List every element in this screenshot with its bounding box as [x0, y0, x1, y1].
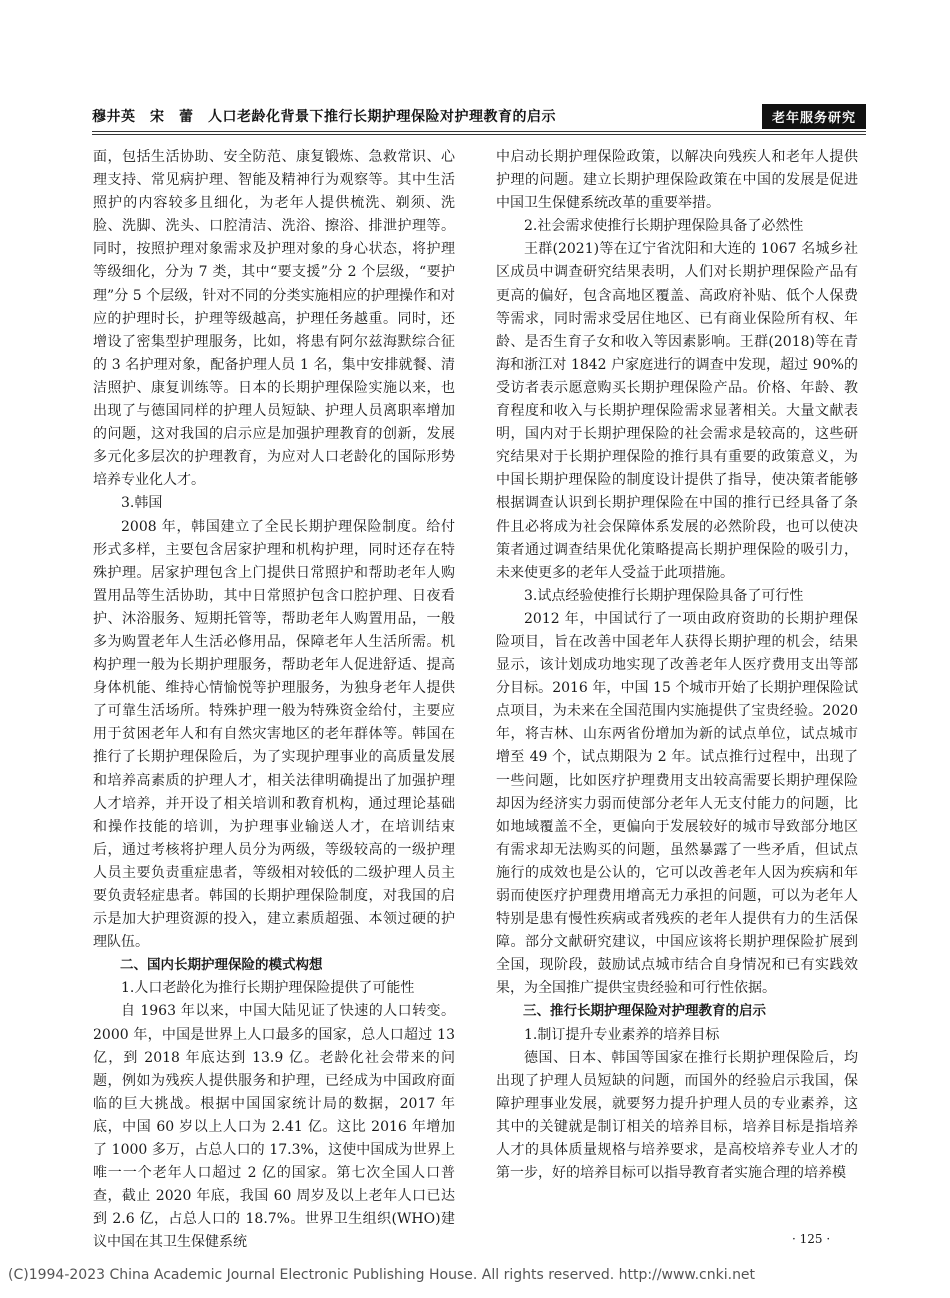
paragraph: 面，包括生活协助、安全防范、康复锻炼、急救常识、心理支持、常见病护理、智能及精神行为观察等。其中生活照护的内容较多且细化，为老年人提供梳洗、剃须、洗脸、洗脚、洗头、口腔清洁、洗浴、擦浴、排泄护理等。同时，按照护理对象需求及护理对象的身心状态，将护理等级细化，分为 7 类，其中“要支援”分 2 个层级，“要护理”分 5 个层级，针对不同的分类实施相应的护理操作和对应的护理时长，护理等级越高，护理任务越重。同时，还增设了密集型护理服务，比如，将患有阿尔兹海默综合征的 3 名护理对象，配备护理人员 1 名，集中安排就餐、清洁照护、康复训练等。日本的长期护理保险实施以来，也出现了与德国同样的护理人员短缺、护理人员离职率增加的问题，这对我国的启示应是加强护理教育的创新，发展多元化多层次的护理教育，为应对人口老龄化的国际形势培养专业化人才。 — [93, 149, 455, 489]
paragraph: 中启动长期护理保险政策，以解决向残疾人和老年人提供护理的问题。建立长期护理保险政策在中国的发展是促进中国卫生保健系统改革的重要举措。 — [496, 149, 858, 212]
paragraph: 王群(2021)等在辽宁省沈阳和大连的 1067 名城乡社区成员中调查研究结果表明，人们对长期护理保险产品有更高的偏好，包含高地区覆盖、高政府补贴、低个人保费等需求，同时需求受居住地区、已有商业保险所有权、年龄、是否生育子女和收入等因素影响。王群(2018)等在青海和浙江对 1842 户家庭进行的调查中发现，超过 90%的受访者表示愿意购买长期护理保险产品。价格、年龄、教育程度和收入与长期护理保险需求显著相关。大量文献表明，国内对于长期护理保险的社会需求是较高的，这些研究结果对于长期护理保险的推行具有重要的政策意义，为中国长期护理保险的制度设计提供了指导，使决策者能够根据调查认识到长期护理保险在中国的推行已经具备了条件且必将成为社会保障体系发展的必然阶段，也可以使决策者通过调查结果优化策略提高长期护理保险的吸引力，未来使更多的老年人受益于此项措施。 — [496, 241, 858, 581]
running-header — [92, 103, 866, 129]
right-column — [496, 146, 858, 1185]
left-column — [93, 146, 455, 1255]
paragraph: 德国、日本、韩国等国家在推行长期护理保险后，均出现了护理人员短缺的问题，而国外的经验启示我国，保障护理事业发展，就要努力提升护理人员的专业素养，这其中的关键就是制订相关的培养目标，培养目标是指培养人才的具体质量规格与培养要求，是高校培养专业人才的第一步，好的培养目标可以指导教育者实施合理的培养模 — [496, 1049, 858, 1182]
copyright-footer: (C)1994-2023 China Academic Journal Electronic Publishing House. All rights reserved. http://www.cnki.net — [8, 1267, 756, 1283]
header-rule — [92, 131, 866, 132]
section-heading: 二、国内长期护理保险的模式构想 — [120, 957, 323, 974]
page-number: · 125 · — [792, 1232, 831, 1246]
subsection-heading: 3.韩国 — [121, 495, 163, 512]
paragraph: 自 1963 年以来，中国大陆见证了快速的人口转变。2000 年，中国是世界上人口最多的国家，总人口超过 13 亿，到 2018 年底达到 13.9 亿。老龄化社会带来的问题，例如为残疾人提供服务和护理，已经成为中国政府面临的巨大挑战。根据中国国家统计局的数据，2017 年底，中国 60 岁以上人口为 2.41 亿。这比 2016 年增加了 1000 多万，占总人口的 17.3%，这使中国成为世界上唯一一个老年人口超过 2 亿的国家。第七次全国人口普查，截止 2020 年底，我国 60 周岁及以上老年人口已达到 2.6 亿，占总人口的 18.7%。世界卫生组织(WHO)建议中国在其卫生保健系统 — [93, 1003, 455, 1251]
subsection-heading: 3.试点经验使推行长期护理保险具备了可行性 — [524, 587, 804, 604]
section-badge: 老年服务研究 — [762, 104, 866, 129]
paragraph: 2012 年，中国试行了一项由政府资助的长期护理保险项目，旨在改善中国老年人获得长期护理的机会，结果显示，该计划成功地实现了改善老年人医疗费用支出等部分目标。2016 年，中国 15 个城市开始了长期护理保险试点项目，为未来在全国范围内实施提供了宝贵经验。2020 年，将吉林、山东两省份增加为新的试点单位，试点城市增至 49 个，试点期限为 2 年。试点推行过程中，出现了一些问题，比如医疗护理费用支出较高需要长期护理保险却因为经济实力弱而使部分老年人无支付能力的问题，比如地域覆盖不全，更偏向于发展较好的城市导致部分地区有需求却无法购买的问题，虽然暴露了一些矛盾，但试点施行的成效也是公认的，它可以改善老年人因为疾病和年弱而使医疗护理费用增高无力承担的问题，可以为老年人特别是患有慢性疾病或者残疾的老年人提供有力的生活保障。部分文献研究建议，中国应该将长期护理保险扩展到全国，现阶段，鼓励试点城市结合自身情况和已有实践效果，为全国推广提供宝贵经验和可行性依据。 — [496, 610, 858, 997]
subsection-heading: 1.人口老龄化为推行长期护理保险提供了可能性 — [121, 980, 415, 997]
header-rule-secondary — [92, 134, 866, 135]
subsection-heading: 1.制订提升专业素养的培养目标 — [524, 1026, 720, 1043]
paragraph: 2008 年，韩国建立了全民长期护理保险制度。给付形式多样，主要包含居家护理和机构护理，同时还存在特殊护理。居家护理包含上门提供日常照护和帮助老年人购置用品等生活协助，其中日常照护包含口腔护理、日夜看护、沐浴服务、短期托管等，帮助老年人购置用品，一般多为购置老年人生活必修用品，保障老年人生活所需。机构护理一般为长期护理服务，帮助老年人促进舒适、提高身体机能、维持心情愉悦等护理服务，为独身老年人提供了可靠生活场所。特殊护理一般为特殊资金给付，主要应用于贫困老年人和有自然灾害地区的老年群体等。韩国在推行了长期护理保险后，为了实现护理事业的高质量发展和培养高素质的护理人才，相关法律明确提出了加强护理人才培养，并开设了相关培训和教育机构，通过理论基础和操作技能的培训，为护理事业输送人才，在培训结束后，通过考核将护理人员分为两级，等级较高的一级护理人员主要负责重症患者，等级相对较低的二级护理人员主要负责轻症患者。韩国的长期护理保险制度，对我国的启示是加大护理资源的投入，建立素质超强、本领过硬的护理队伍。 — [93, 518, 455, 951]
section-heading: 三、推行长期护理保险对护理教育的启示 — [523, 1003, 766, 1020]
header-title: 穆井英 宋 蕾 人口老龄化背景下推行长期护理保险对护理教育的启示 — [92, 109, 556, 125]
subsection-heading: 2.社会需求使推行长期护理保险具备了必然性 — [524, 218, 804, 235]
